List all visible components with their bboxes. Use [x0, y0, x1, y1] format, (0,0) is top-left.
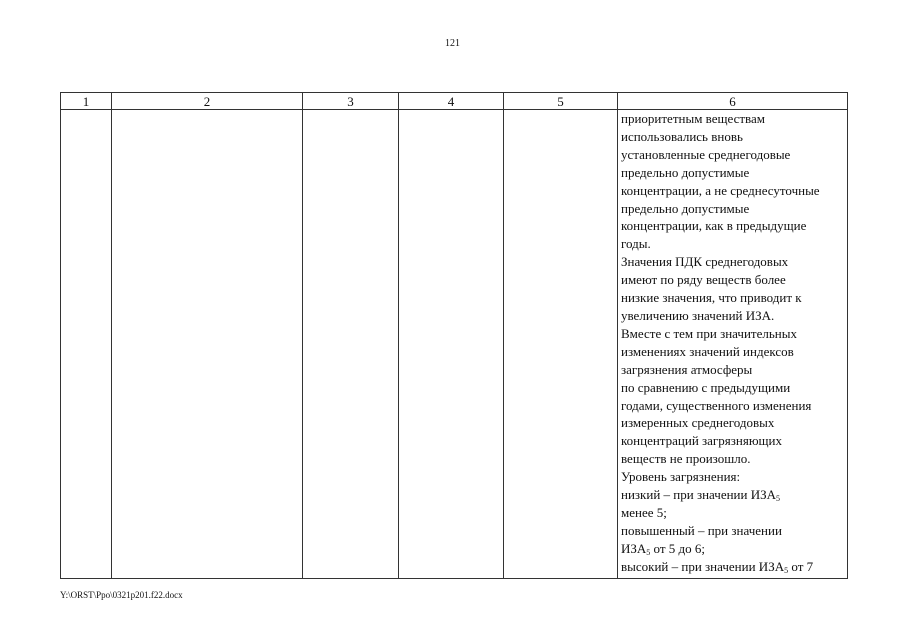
text-line: Значения ПДК среднегодовых — [621, 254, 789, 270]
table-header-cell-5: 5 — [504, 93, 618, 110]
text-line: годы. — [621, 236, 651, 252]
page-number: 121 — [445, 38, 460, 49]
text-line: низкий – при значении $ИЗА_5$ — [621, 487, 781, 504]
table-header-cell-1: 1 — [61, 93, 112, 110]
text-line: установленные среднегодовые — [621, 146, 791, 162]
text-line: годами, существенного изменения — [621, 397, 812, 413]
text-line: $ИЗА_5$ от 5 до 6; — [621, 540, 706, 557]
text-line: изменениях значений индексов — [621, 343, 794, 359]
text-line: по сравнению с предыдущими — [621, 379, 791, 395]
subscript: 5 — [784, 565, 789, 575]
text-line: измеренных среднегодовых — [621, 415, 775, 431]
table-header-cell-3: 3 — [303, 93, 399, 110]
text-line: использовались вновь — [621, 128, 743, 144]
text-line: Уровень загрязнения: — [621, 469, 741, 485]
text-line: повышенный – при значении — [621, 522, 782, 538]
document-table — [60, 92, 848, 579]
text-line: Вместе с тем при значительных — [621, 325, 797, 341]
footer-file-path: Y:\ORST\Ppo\0321p201.f22.docx — [60, 590, 183, 600]
table-header-row — [61, 93, 848, 110]
table-cell-col3 — [303, 110, 399, 579]
table-cell-col2 — [112, 110, 303, 579]
text-line: приоритетным веществам — [621, 111, 766, 126]
text-line: предельно допустимые — [621, 164, 750, 180]
text-line: концентрации, как в предыдущие — [621, 218, 807, 234]
text-line: предельно допустимые — [621, 200, 750, 216]
text-line: увеличению значений ИЗА. — [621, 307, 775, 323]
subscript: 5 — [646, 547, 651, 557]
text-line: концентрации, а не среднесуточные — [621, 182, 820, 198]
table-cell-col5 — [504, 110, 618, 579]
col6-text-block — [618, 110, 847, 576]
table-header-cell-4: 4 — [399, 93, 504, 110]
table-cell-col4 — [399, 110, 504, 579]
text-line: менее 5; — [621, 504, 667, 520]
subscript: 5 — [776, 494, 781, 504]
table-header-cell-2: 2 — [112, 93, 303, 110]
text-line: имеют по ряду веществ более — [621, 272, 786, 288]
table-header-cell-6: 6 — [618, 93, 848, 110]
text-line: высокий – при значении $ИЗА_5$ от 7 — [621, 558, 814, 575]
table-cell-col6 — [618, 110, 848, 579]
table-cell-col1 — [61, 110, 112, 579]
table-row — [61, 110, 848, 579]
text-line: низкие значения, что приводит к — [621, 290, 802, 306]
text-line: концентраций загрязняющих — [621, 433, 782, 449]
text-line: веществ не произошло. — [621, 451, 751, 467]
text-line: загрязнения атмосферы — [621, 361, 753, 377]
